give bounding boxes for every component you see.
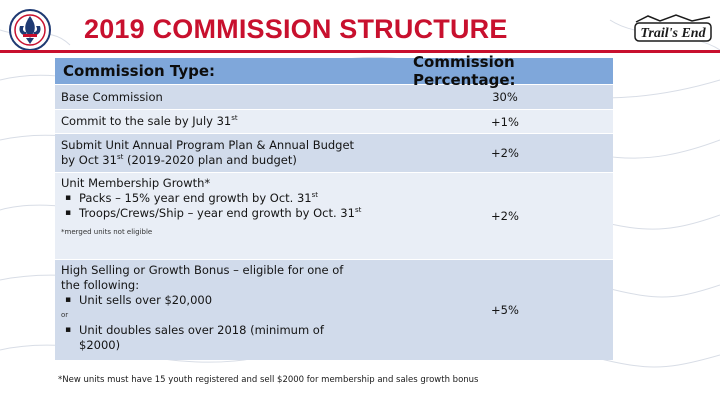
row-label: Submit Unit Annual Program Plan & Annual Budget by Oct 31st (2019-2020 plan and budget)	[61, 138, 355, 167]
row-value: +2%	[491, 146, 519, 160]
bullet-list: ▪ Unit doubles sales over 2018 (minimum of $2000)	[61, 323, 411, 353]
row-label: Base Commission	[61, 89, 163, 104]
bullet-list: ▪ Unit sells over $20,000	[61, 293, 411, 308]
row-value: +2%	[491, 209, 519, 223]
table-row	[55, 172, 613, 259]
row-label: High Selling or Growth Bonus – eligible for one of the following: ▪ Unit sells over $20,000 or ▪ Unit doubles sales over 2018 (minimum of $2000)	[55, 260, 417, 360]
commission-table	[55, 53, 613, 360]
row-label: Unit Membership Growth* ▪ Packs – 15% year end growth by Oct. 31st ▪ Troops/Crews/Ship – year end growth by Oct. 31st *merged units not eligible	[55, 173, 417, 259]
or-separator: or	[61, 311, 69, 319]
table-row	[55, 133, 613, 172]
page-title: 2019 COMMISSION STRUCTURE	[84, 14, 508, 44]
row-value: +1%	[491, 114, 519, 129]
footnote: *New units must have 15 youth registered and sell $2000 for membership and sales growth bonus	[58, 375, 479, 385]
table-row	[55, 259, 613, 360]
row-label: Commit to the sale by July 31st	[61, 114, 238, 128]
trails-end-logo	[632, 12, 714, 44]
col-header-percentage: Commission Percentage:	[413, 53, 516, 89]
bsa-logo	[6, 8, 54, 52]
merged-units-note: *merged units not eligible	[61, 228, 153, 236]
col-header-type: Commission Type:	[63, 62, 216, 80]
row-value: 30%	[492, 90, 518, 104]
row-value: +5%	[491, 303, 519, 317]
bullet-list: ▪ Packs – 15% year end growth by Oct. 31st ▪ Troops/Crews/Ship – year end growth by Oct. 31st	[61, 191, 411, 221]
table-row	[55, 109, 613, 133]
table-header	[55, 53, 613, 89]
trails-end-logo-text: Trail's End	[640, 26, 706, 41]
